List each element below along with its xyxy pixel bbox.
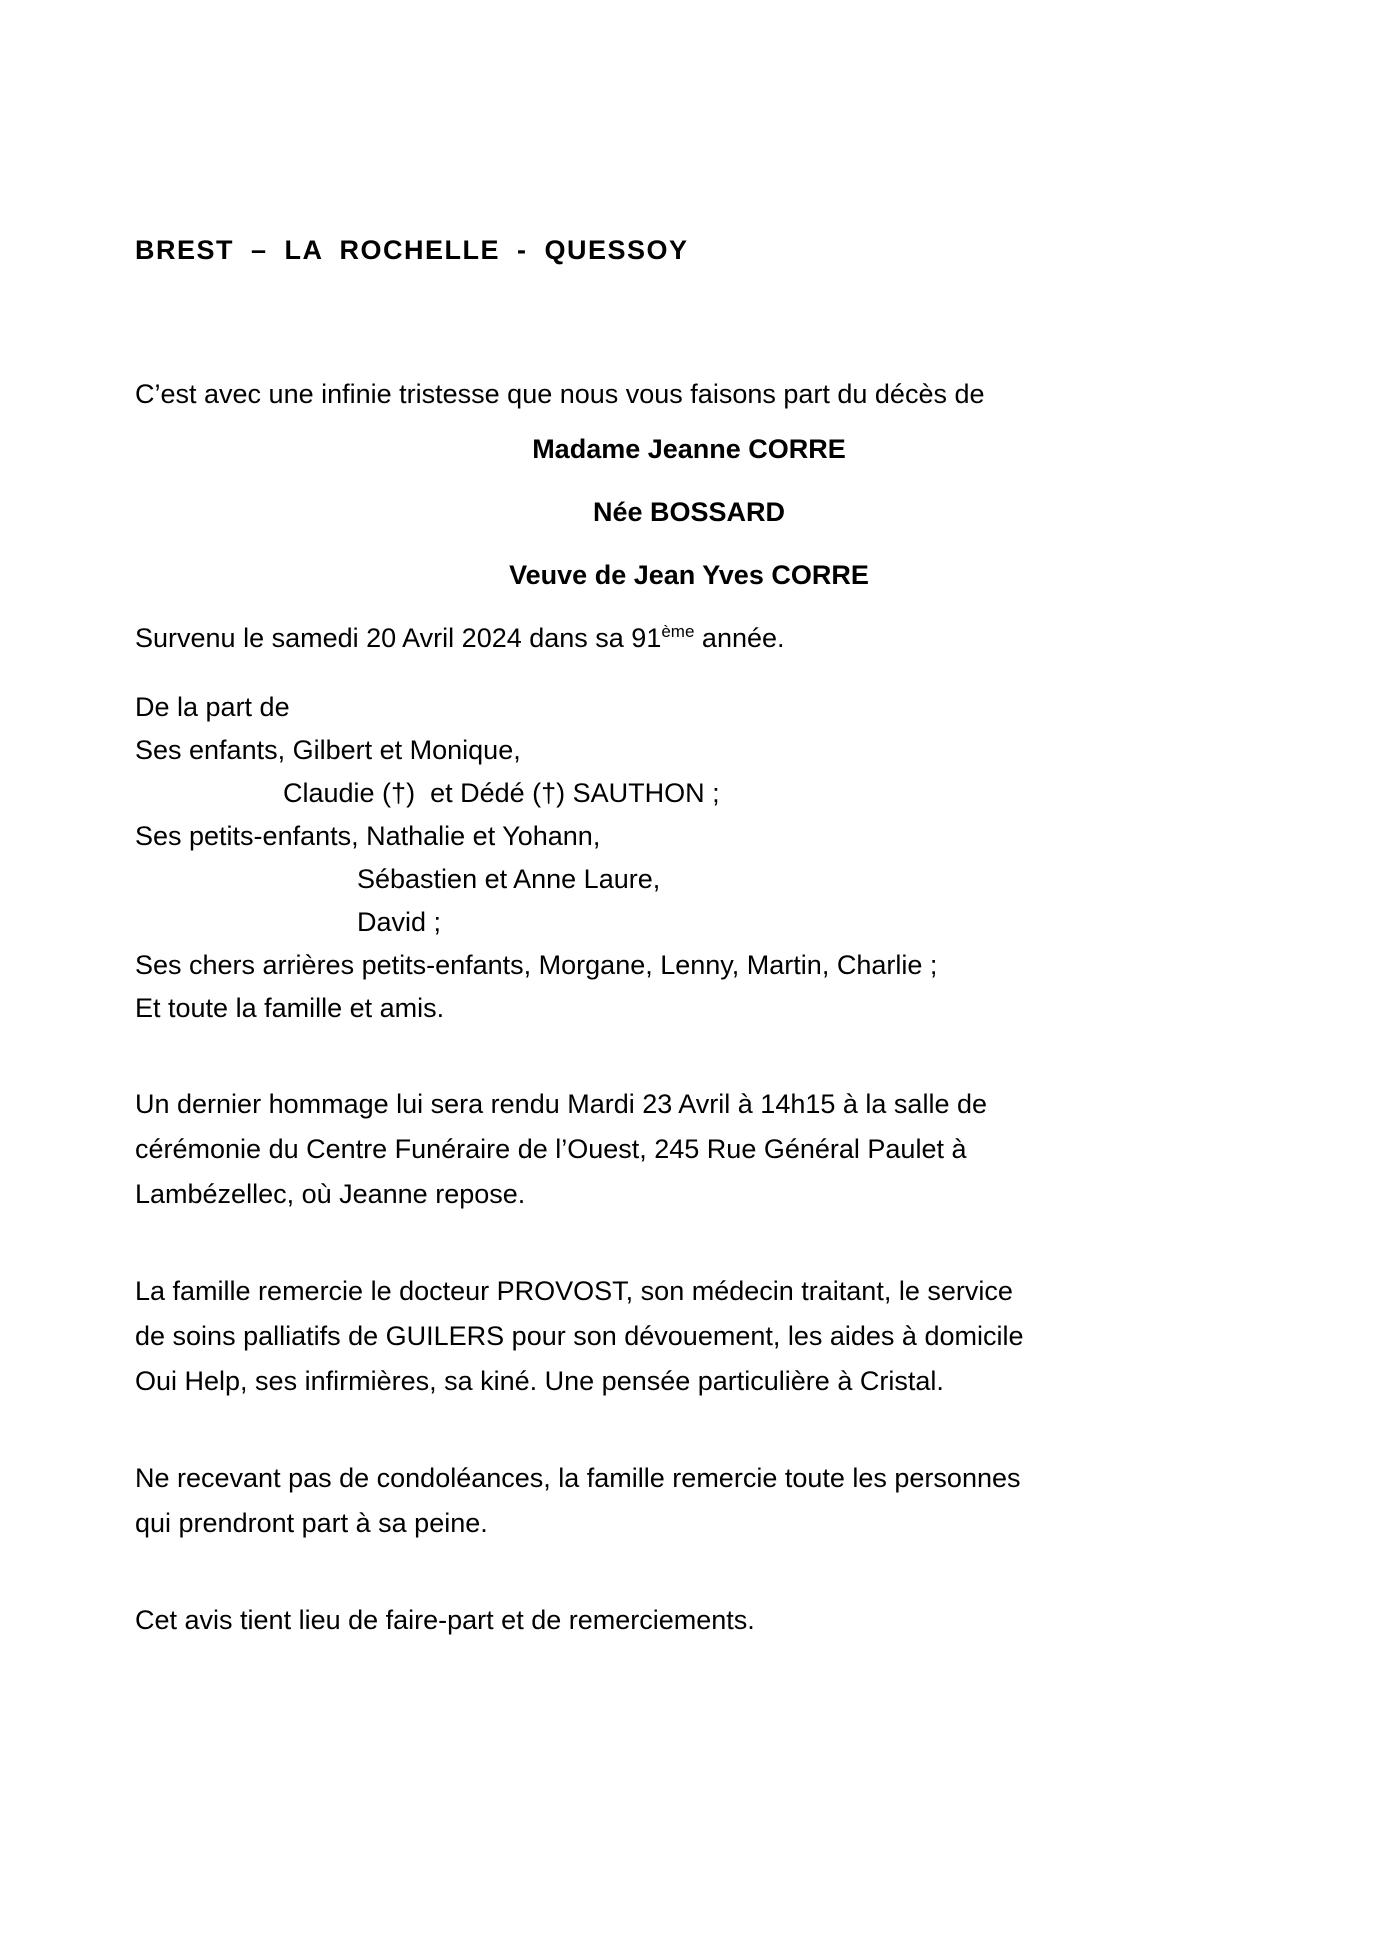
paragraph-condoleances bbox=[135, 1456, 1243, 1546]
family-line: Ses chers arrières petits-enfants, Morgane, Lenny, Martin, Charlie ; bbox=[135, 950, 938, 980]
death-date-text: Survenu le samedi 20 Avril 2024 dans sa 91 bbox=[135, 623, 662, 653]
family-line: Ses enfants, Gilbert et Monique, bbox=[135, 735, 521, 765]
death-date-suffix: année. bbox=[694, 623, 785, 653]
family-line: Claudie (†) et Dédé (†) SAUTHON ; bbox=[283, 778, 720, 808]
deceased-name: Madame Jeanne CORRE bbox=[532, 434, 846, 464]
paragraph-hommage bbox=[135, 1082, 1243, 1217]
family-list bbox=[135, 686, 1243, 1030]
paragraph-line: qui prendront part à sa peine. bbox=[135, 1508, 488, 1538]
deceased-widow-line: Veuve de Jean Yves CORRE bbox=[509, 560, 869, 590]
cities-header: BREST – LA ROCHELLE - QUESSOY bbox=[135, 235, 689, 265]
paragraph-line: de soins palliatifs de GUILERS pour son dévouement, les aides à domicile bbox=[135, 1321, 1024, 1351]
paragraph-line: Un dernier hommage lui sera rendu Mardi 23 Avril à 14h15 à la salle de bbox=[135, 1089, 987, 1119]
deceased-maiden-name: Née BOSSARD bbox=[592, 497, 786, 527]
paragraph-line: Oui Help, ses infirmières, sa kiné. Une pensée particulière à Cristal. bbox=[135, 1366, 944, 1396]
death-date-line bbox=[135, 621, 1243, 655]
family-line: Et toute la famille et amis. bbox=[135, 993, 445, 1023]
paragraph-remerciements-medicaux bbox=[135, 1269, 1243, 1404]
paragraph-faire-part bbox=[135, 1598, 1243, 1643]
paragraph-line: Cet avis tient lieu de faire-part et de remerciements. bbox=[135, 1605, 755, 1635]
paragraph-line: La famille remercie le docteur PROVOST, son médecin traitant, le service bbox=[135, 1276, 1013, 1306]
family-line: David ; bbox=[357, 907, 442, 937]
family-line: Sébastien et Anne Laure, bbox=[357, 864, 661, 894]
paragraph-line: Lambézellec, où Jeanne repose. bbox=[135, 1179, 526, 1209]
paragraph-line: cérémonie du Centre Funéraire de l’Ouest, 245 Rue Général Paulet à bbox=[135, 1134, 967, 1164]
family-line: Ses petits-enfants, Nathalie et Yohann, bbox=[135, 821, 601, 851]
ordinal-superscript: ème bbox=[661, 622, 695, 641]
paragraph-line: Ne recevant pas de condoléances, la famille remercie toute les personnes bbox=[135, 1463, 1021, 1493]
intro-sentence: C’est avec une infinie tristesse que nous vous faisons part du décès de bbox=[135, 379, 985, 409]
family-line: De la part de bbox=[135, 692, 290, 722]
